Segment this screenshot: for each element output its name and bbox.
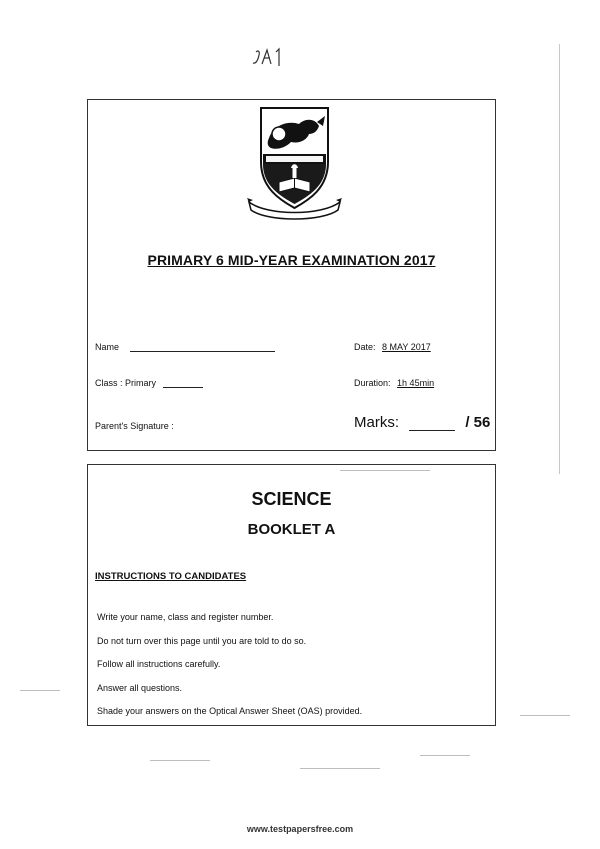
header-box	[87, 99, 496, 451]
duration-label: Duration:	[354, 378, 391, 388]
class-label: Class : Primary	[95, 378, 157, 388]
scan-speckle	[20, 690, 60, 691]
instruction-item: Write your name, class and register number.	[97, 612, 274, 622]
name-blank-line	[130, 342, 275, 352]
instruction-item: Follow all instructions carefully.	[97, 659, 221, 670]
marks-blank-line	[409, 418, 455, 431]
class-blank-line	[163, 378, 203, 388]
scan-speckle	[300, 768, 380, 769]
booklet-box	[87, 464, 496, 726]
scan-speckle	[340, 470, 430, 471]
scan-edge-line	[559, 44, 560, 474]
instruction-item: Do not turn over this page until you are told to do so.	[97, 635, 307, 646]
footer-watermark-text: www.testpapersfree.com	[246, 824, 354, 834]
scan-speckle	[150, 760, 210, 761]
marks-total: / 56	[465, 414, 491, 431]
booklet-title: BOOKLET A	[247, 521, 336, 538]
date-label: Date:	[354, 342, 376, 352]
subject-title: SCIENCE	[251, 489, 332, 509]
instruction-list	[97, 611, 362, 729]
date-field	[354, 342, 431, 352]
name-field	[95, 342, 275, 352]
signature-field	[95, 421, 174, 431]
class-field	[95, 378, 203, 388]
exam-title: PRIMARY 6 MID-YEAR EXAMINATION 2017	[147, 252, 436, 268]
instruction-item: Shade your answers on the Optical Answer Sheet (OAS) provided.	[97, 706, 363, 717]
date-value: 8 MAY 2017	[382, 342, 431, 352]
scan-speckle	[520, 715, 570, 716]
duration-value: 1h 45min	[397, 378, 435, 388]
name-label: Name	[95, 342, 120, 352]
handwritten-mark	[250, 44, 290, 72]
duration-field	[354, 378, 434, 388]
scan-speckle	[420, 755, 470, 756]
instruction-item: Answer all questions.	[97, 682, 183, 693]
school-crest-icon	[247, 104, 342, 222]
marks-label: Marks:	[354, 414, 399, 431]
instructions-heading: INSTRUCTIONS TO CANDIDATES	[95, 571, 247, 582]
marks-field	[354, 414, 490, 431]
signature-label: Parent's Signature :	[95, 421, 174, 431]
